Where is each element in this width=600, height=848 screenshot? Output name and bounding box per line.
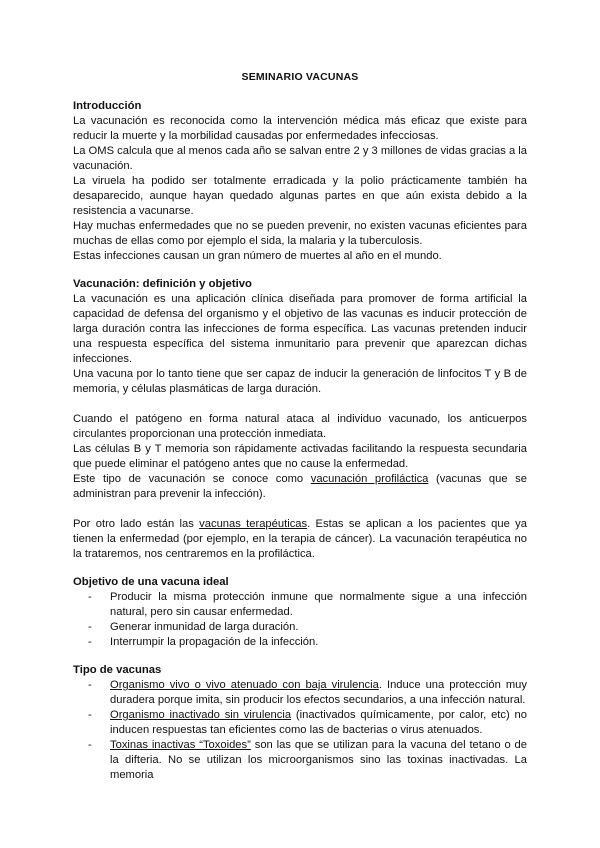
section-heading: Vacunación: definición y objetivo bbox=[73, 278, 252, 290]
list-item-text: son las que se utilizan para la vacuna del tetano o de la difteria. No se utilizan los microorganismos sino las toxinas inactivadas. La memoria bbox=[110, 739, 527, 781]
list-item bbox=[73, 708, 527, 738]
list-item-text: . Induce una protección muy duradera porque imita, sin producir los efectos secundarios, a una infección natural. bbox=[110, 679, 527, 706]
bullet-list bbox=[73, 590, 527, 650]
section-definicion bbox=[73, 277, 527, 562]
paragraph: Hay muchas enfermedades que no se pueden prevenir, no existen vacunas eficientes para muchas de ellas como por ejemplo el sida, la malaria y la tuberculosis. bbox=[73, 220, 527, 247]
paragraph: La OMS calcula que al menos cada año se salvan entre 2 y 3 millones de vidas gracias a la vacunación. bbox=[73, 145, 527, 172]
dash-bullet: - bbox=[88, 591, 92, 603]
text-span: (vacunas que se administran para prevenir la infección). bbox=[73, 473, 527, 500]
document-title: SEMINARIO VACUNAS bbox=[241, 71, 359, 83]
list-item-text: Producir la misma protección inmune que normalmente sigue a una infección natural, pero sin causar enfermedad. bbox=[110, 591, 527, 618]
paragraph: La viruela ha podido ser totalmente erradicada y la polio prácticamente también ha desaparecido, aunque hayan quedado algunas partes en que aún exista debido a la resistencia a vacunarse. bbox=[73, 175, 527, 217]
dash-bullet: - bbox=[88, 739, 92, 751]
text-span: . Estas se aplican a los pacientes que ya tienen la enfermedad (por ejemplo, en la terapia de cáncer). La vacunación terapéutica no la trataremos, nos centraremos en la profiláctica. bbox=[73, 518, 527, 560]
dash-bullet: - bbox=[88, 636, 92, 648]
list-item bbox=[73, 738, 527, 783]
text-span: Este tipo de vacunación se conoce como bbox=[73, 473, 311, 485]
dash-bullet: - bbox=[88, 679, 92, 691]
paragraph: La vacunación es reconocida como la intervención médica más eficaz que existe para reducir la muerte y la morbilidad causadas por enfermedades infecciosas. bbox=[73, 115, 527, 142]
paragraph: Estas infecciones causan un gran número de muertes al año en el mundo. bbox=[73, 250, 442, 262]
underlined-term: Organismo vivo o vivo atenuado con baja virulencia bbox=[110, 679, 379, 691]
section-heading: Objetivo de una vacuna ideal bbox=[73, 576, 229, 588]
underlined-term: Organismo inactivado sin virulencia bbox=[110, 709, 292, 721]
dash-bullet: - bbox=[88, 621, 92, 633]
paragraph bbox=[73, 517, 527, 562]
list-item bbox=[73, 590, 527, 620]
section-heading: Tipo de vacunas bbox=[73, 664, 162, 676]
section-heading: Introducción bbox=[73, 100, 142, 112]
list-item-text: Generar inmunidad de larga duración. bbox=[110, 621, 299, 633]
list-item bbox=[73, 620, 527, 635]
paragraph: Cuando el patógeno en forma natural ataca al individuo vacunado, los anticuerpos circulantes proporcionan una protección inmediata. bbox=[73, 413, 527, 440]
text-span: Por otro lado están las bbox=[73, 518, 200, 530]
underlined-term: Toxinas inactivas “Toxoides” bbox=[110, 739, 251, 751]
bullet-list bbox=[73, 678, 527, 783]
paragraph: Una vacuna por lo tanto tiene que ser capaz de inducir la generación de linfocitos T y B de memoria, y células plasmáticas de larga duración. bbox=[73, 368, 527, 395]
list-item bbox=[73, 635, 527, 650]
dash-bullet: - bbox=[88, 709, 92, 721]
paragraph: Las células B y T memoria son rápidamente activadas facilitando la respuesta secundaria que puede eliminar el patógeno antes que no cause la enfermedad. bbox=[73, 443, 527, 470]
section-introduccion bbox=[73, 99, 527, 264]
section-tipo-vacunas bbox=[73, 663, 527, 783]
list-item bbox=[73, 678, 527, 708]
paragraph bbox=[73, 472, 527, 502]
paragraph: La vacunación es una aplicación clínica diseñada para promover de forma artificial la capacidad de defensa del organismo y el objetivo de las vacunas es inducir protección de larga duración contra las infecciones de forma específica. Las vacunas pretenden inducir una respuesta específica del sistema inmunitario para prevenir que aparezcan dichas infecciones. bbox=[73, 293, 527, 365]
underlined-term: vacunación profiláctica bbox=[310, 473, 429, 485]
underlined-term: vacunas terapéuticas bbox=[199, 518, 308, 530]
list-item-text: (inactivados químicamente, por calor, etc) no inducen respuestas tan eficientes como las de bacterias o virus atenuados. bbox=[110, 709, 527, 736]
list-item-text: Interrumpir la propagación de la infección. bbox=[110, 636, 319, 648]
section-vacuna-ideal bbox=[73, 575, 527, 650]
